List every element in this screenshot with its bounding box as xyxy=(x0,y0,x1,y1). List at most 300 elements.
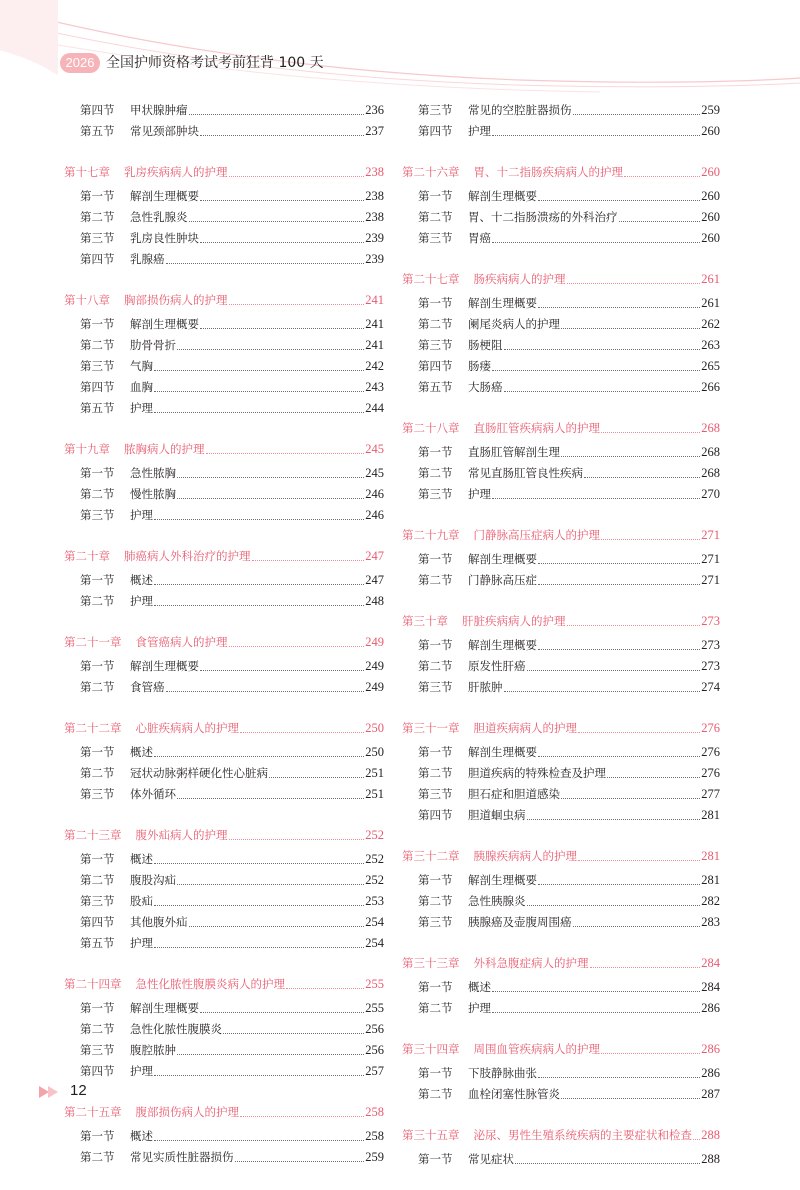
section-label xyxy=(418,784,560,805)
dot-leader xyxy=(200,670,364,671)
section-page-number: 260 xyxy=(701,189,720,203)
section-title: 护理 xyxy=(130,401,153,415)
section-title: 股疝 xyxy=(130,894,153,908)
section-page-number: 249 xyxy=(365,680,384,694)
section-number: 第三节 xyxy=(418,103,453,117)
dot-leader xyxy=(578,860,700,861)
chapter-page-number: 286 xyxy=(701,1042,720,1056)
toc-section-entry[interactable] xyxy=(402,314,720,335)
toc-section-entry[interactable] xyxy=(402,784,720,805)
section-label xyxy=(418,870,537,891)
section-page-number: 238 xyxy=(365,210,384,224)
section-label xyxy=(418,100,572,121)
section-number: 第三节 xyxy=(80,1043,115,1057)
toc-section-entry[interactable] xyxy=(64,677,384,698)
section-page-number: 241 xyxy=(365,317,384,331)
chapter-label xyxy=(402,953,589,974)
toc-chapter-entry[interactable] xyxy=(402,162,720,183)
chapter-label xyxy=(64,439,205,460)
section-number: 第二节 xyxy=(418,317,453,331)
section-page-number: 268 xyxy=(701,445,720,459)
section-page-number: 239 xyxy=(365,252,384,266)
toc-chapter-entry[interactable] xyxy=(64,825,384,846)
toc-section-entry[interactable] xyxy=(402,293,720,314)
section-label xyxy=(418,442,560,463)
section-label xyxy=(418,1149,514,1170)
section-label xyxy=(80,891,153,912)
section-number: 第三节 xyxy=(418,680,453,694)
toc-chapter-entry[interactable] xyxy=(64,439,384,460)
section-number: 第一节 xyxy=(418,1066,453,1080)
page-footer xyxy=(0,1078,800,1108)
dot-leader xyxy=(619,221,701,222)
dot-leader xyxy=(189,114,365,115)
section-label xyxy=(80,505,153,526)
toc-chapter-block xyxy=(64,546,384,612)
section-number: 第二节 xyxy=(80,338,115,352)
section-label xyxy=(418,293,537,314)
section-page-number: 254 xyxy=(365,936,384,950)
section-number: 第二节 xyxy=(80,680,115,694)
toc-section-entry[interactable] xyxy=(402,186,720,207)
chapter-label xyxy=(64,825,228,846)
dot-leader xyxy=(607,777,700,778)
dot-leader xyxy=(154,605,364,606)
section-title: 概述 xyxy=(130,573,153,587)
section-label xyxy=(80,228,199,249)
toc-section-entry[interactable] xyxy=(402,463,720,484)
chapter-label xyxy=(402,269,566,290)
toc-chapter-block xyxy=(64,974,384,1082)
toc-section-entry[interactable] xyxy=(402,742,720,763)
section-title: 血胸 xyxy=(130,380,153,394)
section-number: 第一节 xyxy=(80,189,115,203)
section-label xyxy=(418,656,526,677)
section-page-number: 265 xyxy=(701,359,720,373)
section-label xyxy=(418,549,537,570)
section-label xyxy=(418,912,572,933)
section-label xyxy=(80,870,176,891)
toc-section-entry[interactable] xyxy=(402,1149,720,1170)
section-number: 第二节 xyxy=(418,573,453,587)
section-title: 常见症状 xyxy=(468,1152,514,1166)
section-label xyxy=(80,763,268,784)
toc-chapter-block xyxy=(402,953,720,1019)
section-title: 急性化脓性腹膜炎 xyxy=(130,1022,222,1036)
toc-section-entry[interactable] xyxy=(64,570,384,591)
toc-section-entry[interactable] xyxy=(64,656,384,677)
toc-section-entry[interactable] xyxy=(64,1040,384,1061)
section-number: 第二节 xyxy=(80,210,115,224)
toc-section-entry[interactable] xyxy=(64,998,384,1019)
toc-section-entry[interactable] xyxy=(64,870,384,891)
toc-section-entry[interactable] xyxy=(64,1147,384,1168)
section-page-number: 281 xyxy=(701,873,720,887)
toc-section-entry[interactable] xyxy=(64,763,384,784)
toc-chapter-block xyxy=(402,100,720,142)
section-number: 第二节 xyxy=(80,873,115,887)
section-label xyxy=(80,570,153,591)
dot-leader xyxy=(286,988,364,989)
section-number: 第一节 xyxy=(80,573,115,587)
section-number: 第三节 xyxy=(80,787,115,801)
chapter-title: 门静脉高压症病人的护理 xyxy=(473,528,600,542)
section-number: 第二节 xyxy=(418,659,453,673)
toc-chapter-block xyxy=(402,269,720,398)
section-number: 第三节 xyxy=(418,231,453,245)
toc-section-entry[interactable] xyxy=(402,335,720,356)
toc-section-entry[interactable] xyxy=(64,335,384,356)
dot-leader xyxy=(154,412,364,413)
chapter-page-number: 252 xyxy=(365,828,384,842)
section-number: 第四节 xyxy=(80,252,115,266)
dot-leader xyxy=(154,370,364,371)
section-page-number: 274 xyxy=(701,680,720,694)
section-title: 护理 xyxy=(130,594,153,608)
toc-section-entry[interactable] xyxy=(64,463,384,484)
toc-section-entry[interactable] xyxy=(64,784,384,805)
section-label xyxy=(80,1040,176,1061)
dot-leader xyxy=(624,176,700,177)
section-page-number: 239 xyxy=(365,231,384,245)
toc-section-entry[interactable] xyxy=(64,228,384,249)
section-number: 第二节 xyxy=(418,466,453,480)
toc-section-entry[interactable] xyxy=(64,591,384,612)
section-title: 食管癌 xyxy=(130,680,165,694)
section-number: 第四节 xyxy=(80,1064,115,1078)
chapter-number: 第三十章 xyxy=(402,614,448,628)
section-title: 护理 xyxy=(130,508,153,522)
toc-section-entry[interactable] xyxy=(64,398,384,419)
toc-section-entry[interactable] xyxy=(402,912,720,933)
toc-chapter-block xyxy=(402,718,720,826)
section-page-number: 253 xyxy=(365,894,384,908)
section-page-number: 271 xyxy=(701,552,720,566)
section-title: 解剖生理概要 xyxy=(130,1001,199,1015)
section-number: 第一节 xyxy=(80,659,115,673)
toc-section-entry[interactable] xyxy=(402,570,720,591)
section-number: 第三节 xyxy=(80,231,115,245)
section-page-number: 259 xyxy=(701,103,720,117)
section-number: 第四节 xyxy=(418,359,453,373)
dot-leader xyxy=(177,884,364,885)
chapter-title: 周围血管疾病病人的护理 xyxy=(473,1042,600,1056)
toc-chapter-block xyxy=(64,439,384,526)
toc-chapter-entry[interactable] xyxy=(402,269,720,290)
toc-left-column xyxy=(64,100,384,1188)
toc-section-entry[interactable] xyxy=(64,377,384,398)
section-label xyxy=(80,377,153,398)
toc-section-entry[interactable] xyxy=(64,186,384,207)
toc-section-entry[interactable] xyxy=(64,505,384,526)
toc-chapter-block xyxy=(402,525,720,591)
dot-leader xyxy=(240,1116,364,1117)
dot-leader xyxy=(177,798,364,799)
chapter-title: 心脏疾病病人的护理 xyxy=(135,721,239,735)
section-title: 急性脓胸 xyxy=(130,466,176,480)
section-label xyxy=(418,186,537,207)
toc-section-entry[interactable] xyxy=(402,207,720,228)
section-page-number: 238 xyxy=(365,189,384,203)
toc-section-entry[interactable] xyxy=(64,891,384,912)
section-label xyxy=(418,635,537,656)
section-label xyxy=(418,484,491,505)
toc-section-entry[interactable] xyxy=(64,933,384,954)
section-title: 护理 xyxy=(468,487,491,501)
section-number: 第四节 xyxy=(80,103,115,117)
toc-chapter-block xyxy=(64,162,384,270)
book-title: 全国护师资格考试考前狂背 100 天 xyxy=(106,55,324,71)
toc-section-entry[interactable] xyxy=(402,805,720,826)
section-label xyxy=(80,356,153,377)
section-page-number: 286 xyxy=(701,1066,720,1080)
section-number: 第一节 xyxy=(80,1001,115,1015)
toc-chapter-block xyxy=(64,1102,384,1168)
toc-section-entry[interactable] xyxy=(402,356,720,377)
section-page-number: 247 xyxy=(365,573,384,587)
section-label xyxy=(80,463,176,484)
chapter-number: 第二十二章 xyxy=(64,721,122,735)
toc-chapter-entry[interactable] xyxy=(402,611,720,632)
dot-leader xyxy=(492,370,700,371)
section-page-number: 273 xyxy=(701,638,720,652)
section-page-number: 252 xyxy=(365,873,384,887)
toc-chapter-entry[interactable] xyxy=(64,974,384,995)
section-page-number: 251 xyxy=(365,766,384,780)
chapter-title: 肝脏疾病病人的护理 xyxy=(462,614,566,628)
section-number: 第一节 xyxy=(418,189,453,203)
toc-section-entry[interactable] xyxy=(64,207,384,228)
section-page-number: 248 xyxy=(365,594,384,608)
section-title: 护理 xyxy=(468,1001,491,1015)
dot-leader xyxy=(527,905,701,906)
section-label xyxy=(80,314,199,335)
toc-section-entry[interactable] xyxy=(402,549,720,570)
section-page-number: 236 xyxy=(365,103,384,117)
section-title: 常见直肠肛管良性疾病 xyxy=(468,466,583,480)
section-page-number: 245 xyxy=(365,466,384,480)
section-page-number: 256 xyxy=(365,1022,384,1036)
chapter-number: 第三十二章 xyxy=(402,849,460,863)
toc-chapter-entry[interactable] xyxy=(402,846,720,867)
section-title: 大肠癌 xyxy=(468,380,503,394)
dot-leader xyxy=(229,646,365,647)
toc-chapter-entry[interactable] xyxy=(64,162,384,183)
section-title: 护理 xyxy=(468,124,491,138)
section-label xyxy=(80,249,165,270)
section-page-number: 276 xyxy=(701,766,720,780)
toc-section-entry[interactable] xyxy=(402,228,720,249)
toc-section-entry[interactable] xyxy=(402,100,720,121)
section-page-number: 263 xyxy=(701,338,720,352)
section-page-number: 256 xyxy=(365,1043,384,1057)
section-title: 甲状腺肿瘤 xyxy=(130,103,188,117)
dot-leader xyxy=(154,519,364,520)
section-title: 胆道蛔虫病 xyxy=(468,808,526,822)
toc-section-entry[interactable] xyxy=(402,442,720,463)
toc-chapter-entry[interactable] xyxy=(402,525,720,546)
dot-leader xyxy=(200,242,364,243)
toc-section-entry[interactable] xyxy=(402,977,720,998)
section-page-number: 288 xyxy=(701,1152,720,1166)
toc-section-entry[interactable] xyxy=(64,849,384,870)
toc-section-entry[interactable] xyxy=(402,484,720,505)
page-arrow-icon xyxy=(39,1084,63,1100)
dot-leader xyxy=(166,263,365,264)
section-title: 解剖生理概要 xyxy=(130,317,199,331)
toc-section-entry[interactable] xyxy=(402,121,720,142)
toc-chapter-entry[interactable] xyxy=(402,953,720,974)
toc-chapter-block xyxy=(402,418,720,505)
toc-chapter-entry[interactable] xyxy=(402,1039,720,1060)
section-page-number: 270 xyxy=(701,487,720,501)
dot-leader xyxy=(154,584,364,585)
chapter-title: 外科急腹症病人的护理 xyxy=(473,956,589,970)
toc-chapter-block xyxy=(64,632,384,698)
toc-section-entry[interactable] xyxy=(402,377,720,398)
toc-chapter-entry[interactable] xyxy=(64,290,384,311)
chapter-title: 胆道疾病病人的护理 xyxy=(473,721,577,735)
dot-leader xyxy=(504,349,701,350)
section-number: 第三节 xyxy=(418,915,453,929)
toc-section-entry[interactable] xyxy=(64,121,384,142)
dot-leader xyxy=(538,307,700,308)
toc-chapter-entry[interactable] xyxy=(402,718,720,739)
chapter-label xyxy=(402,162,623,183)
chapter-title: 脓胸病人的护理 xyxy=(124,442,205,456)
dot-leader xyxy=(578,732,700,733)
section-label xyxy=(80,742,153,763)
section-page-number: 249 xyxy=(365,659,384,673)
toc-section-entry[interactable] xyxy=(402,870,720,891)
dot-leader xyxy=(492,498,700,499)
section-title: 体外循环 xyxy=(130,787,176,801)
toc-section-entry[interactable] xyxy=(64,100,384,121)
section-title: 胃癌 xyxy=(468,231,491,245)
dot-leader xyxy=(515,1163,700,1164)
dot-leader xyxy=(601,539,700,540)
section-label xyxy=(80,998,199,1019)
section-label xyxy=(80,335,176,356)
section-page-number: 268 xyxy=(701,466,720,480)
section-title: 解剖生理概要 xyxy=(130,189,199,203)
chapter-page-number: 281 xyxy=(701,849,720,863)
section-number: 第一节 xyxy=(80,466,115,480)
toc-chapter-entry[interactable] xyxy=(64,546,384,567)
chapter-label xyxy=(64,718,239,739)
dot-leader xyxy=(561,456,700,457)
section-page-number: 237 xyxy=(365,124,384,138)
chapter-title: 肠疾病病人的护理 xyxy=(473,272,566,286)
toc-section-entry[interactable] xyxy=(402,656,720,677)
page-header xyxy=(0,0,800,95)
section-page-number: 244 xyxy=(365,401,384,415)
dot-leader xyxy=(206,453,365,454)
chapter-page-number: 271 xyxy=(701,528,720,542)
section-title: 解剖生理概要 xyxy=(468,745,537,759)
dot-leader xyxy=(538,563,700,564)
section-title: 胰腺癌及壶腹周围癌 xyxy=(468,915,572,929)
chapter-page-number: 258 xyxy=(365,1105,384,1119)
chapter-title: 肺癌病人外科治疗的护理 xyxy=(124,549,251,563)
chapter-title: 食管癌病人的护理 xyxy=(135,635,228,649)
section-label xyxy=(418,463,583,484)
chapter-page-number: 241 xyxy=(365,293,384,307)
chapter-number: 第三十四章 xyxy=(402,1042,460,1056)
section-title: 气胸 xyxy=(130,359,153,373)
toc-section-entry[interactable] xyxy=(64,742,384,763)
dot-leader xyxy=(154,863,364,864)
section-label xyxy=(80,784,176,805)
dot-leader xyxy=(527,819,701,820)
toc-section-entry[interactable] xyxy=(402,677,720,698)
chapter-title: 胰腺疾病病人的护理 xyxy=(473,849,577,863)
chapter-number: 第二十六章 xyxy=(402,165,460,179)
section-number: 第二节 xyxy=(80,487,115,501)
toc-section-entry[interactable] xyxy=(64,249,384,270)
dot-leader xyxy=(567,283,701,284)
section-number: 第一节 xyxy=(418,552,453,566)
chapter-title: 泌尿、男性生殖系统疾病的主要症状和检查 xyxy=(473,1128,692,1142)
toc-section-entry[interactable] xyxy=(402,763,720,784)
chapter-number: 第十八章 xyxy=(64,293,110,307)
toc-section-entry[interactable] xyxy=(64,314,384,335)
toc-section-entry[interactable] xyxy=(64,356,384,377)
toc-chapter-entry[interactable] xyxy=(402,1125,720,1146)
chapter-page-number: 284 xyxy=(701,956,720,970)
chapter-number: 第二十五章 xyxy=(64,1105,122,1119)
dot-leader xyxy=(693,1139,700,1140)
chapter-page-number: 288 xyxy=(701,1128,720,1142)
section-number: 第一节 xyxy=(418,873,453,887)
toc-section-entry[interactable] xyxy=(64,912,384,933)
section-label xyxy=(418,570,537,591)
section-number: 第一节 xyxy=(80,317,115,331)
section-page-number: 254 xyxy=(365,915,384,929)
toc-section-entry[interactable] xyxy=(402,635,720,656)
toc-chapter-block xyxy=(402,1125,720,1170)
toc-section-entry[interactable] xyxy=(402,998,720,1019)
section-number: 第四节 xyxy=(418,808,453,822)
dot-leader xyxy=(177,477,364,478)
dot-leader xyxy=(189,926,365,927)
chapter-page-number: 268 xyxy=(701,421,720,435)
dot-leader xyxy=(527,670,701,671)
chapter-number: 第三十五章 xyxy=(402,1128,460,1142)
dot-leader xyxy=(200,1012,364,1013)
chapter-number: 第十九章 xyxy=(64,442,110,456)
section-page-number: 260 xyxy=(701,210,720,224)
toc-chapter-block xyxy=(64,718,384,805)
toc-section-entry[interactable] xyxy=(64,1126,384,1147)
section-title: 腹腔脓肿 xyxy=(130,1043,176,1057)
toc-section-entry[interactable] xyxy=(402,891,720,912)
dot-leader xyxy=(189,221,365,222)
chapter-label xyxy=(64,162,228,183)
section-title: 概述 xyxy=(130,1129,153,1143)
chapter-title: 腹外疝病人的护理 xyxy=(135,828,228,842)
toc-chapter-entry[interactable] xyxy=(64,632,384,653)
toc-chapter-entry[interactable] xyxy=(402,418,720,439)
section-number: 第五节 xyxy=(80,401,115,415)
chapter-page-number: 276 xyxy=(701,721,720,735)
toc-section-entry[interactable] xyxy=(64,1019,384,1040)
toc-section-entry[interactable] xyxy=(64,484,384,505)
section-label xyxy=(418,998,491,1019)
section-title: 下肢静脉曲张 xyxy=(468,1066,537,1080)
chapter-label xyxy=(64,632,228,653)
toc-chapter-entry[interactable] xyxy=(64,718,384,739)
